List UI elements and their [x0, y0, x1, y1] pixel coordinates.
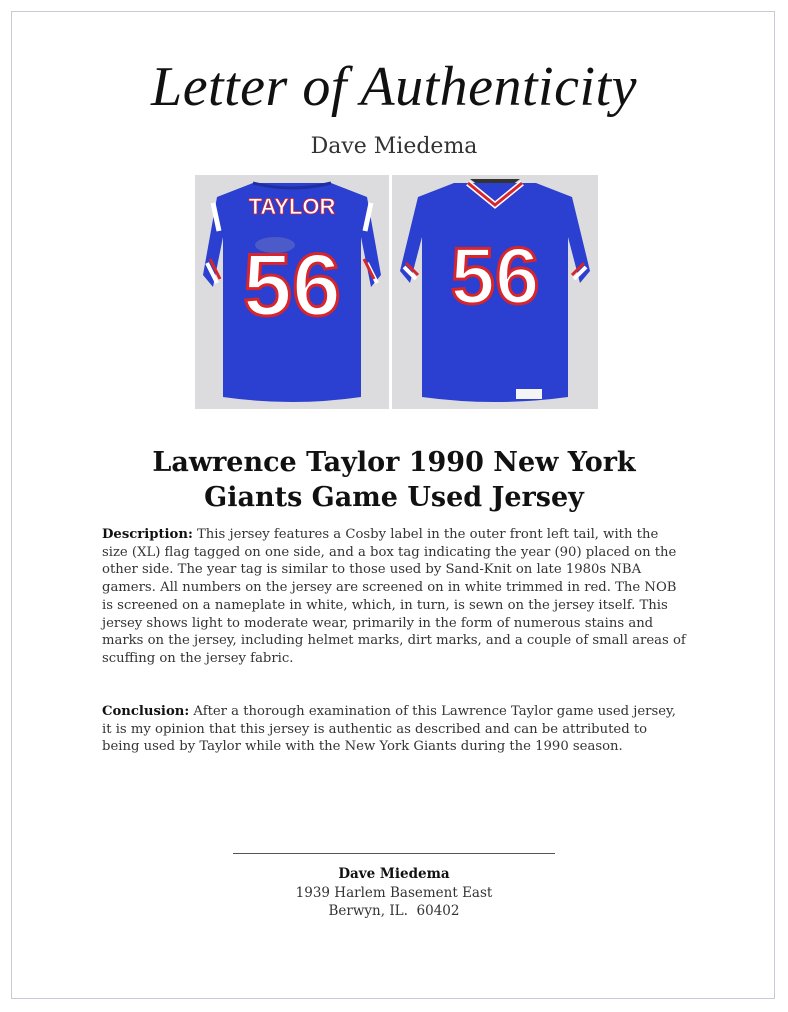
address-line-2: Berwyn, IL. 60402: [328, 903, 460, 919]
signature-line: [233, 853, 555, 854]
conclusion-text: After a thorough examination of this Lawrence Taylor game used jersey, it is my opinion that this jersey is authentic as described and can be attributed to being used by Taylor while with the New York Giants during the 1990 season.: [102, 704, 676, 755]
item-title-line-2: Giants Game Used Jersey: [204, 482, 584, 513]
signer-name: Dave Miedema: [338, 866, 450, 882]
description-label: Description:: [102, 527, 193, 542]
item-title-line-1: Lawrence Taylor 1990 New York: [152, 447, 636, 478]
author-name: Dave Miedema: [310, 134, 478, 159]
description-paragraph: [102, 526, 688, 668]
address-line-1: 1939 Harlem Basement East: [295, 884, 493, 901]
letter-title: Letter of Authenticity: [151, 56, 637, 118]
nameplate-text: TAYLOR: [248, 194, 336, 219]
front-number: 56: [450, 231, 540, 320]
back-number: 56: [243, 235, 341, 334]
jersey-back-photo: [195, 175, 389, 409]
item-title: [90, 445, 698, 515]
conclusion-label: Conclusion:: [102, 704, 190, 719]
jersey-front-photo: [392, 175, 598, 409]
conclusion-paragraph: [102, 703, 688, 756]
description-text: This jersey features a Cosby label in the outer front left tail, with the size (XL) flag tagged on one side, and a box tag indicating the year (90) placed on the other side. The year tag is similar to those used by Sand-Knit on late 1980s NBA gamers. All numbers on the jersey are screened on in white trimmed in red. The NOB is screened on a nameplate in white, which, in turn, is sewn on the jersey itself. This jersey shows light to moderate wear, primarily in the form of numerous stains and marks on the jersey, including helmet marks, dirt marks, and a couple of small areas of scuffing on the jersey fabric.: [102, 527, 686, 666]
signature-block: [0, 865, 788, 921]
